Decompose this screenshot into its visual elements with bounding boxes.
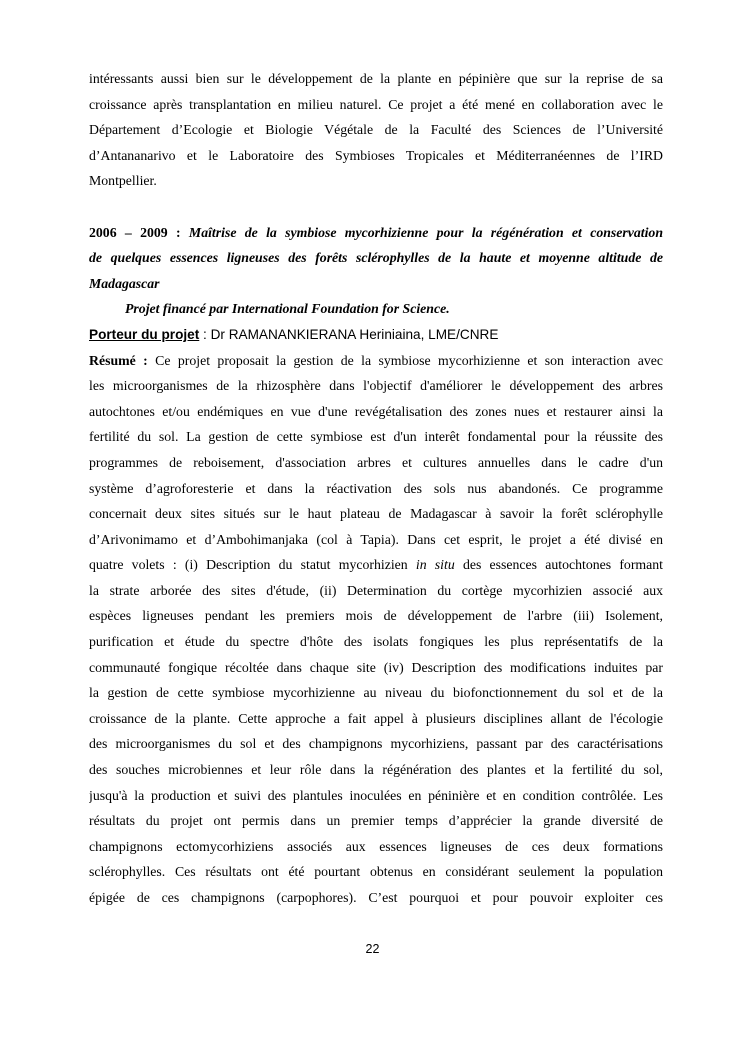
document-page bbox=[89, 66, 663, 911]
resume-line: purification et étude du spectre d'hôte des isolats fongiques les plus représentatifs de la bbox=[89, 634, 663, 650]
resume-line: la strate arborée des sites d'étude, (ii) Determination du cortège mycorhizien associé aux bbox=[89, 582, 663, 598]
intro-line: intéressants aussi bien sur le développement de la plante en pépinière que sur la reprise de sa bbox=[89, 71, 663, 86]
intro-line: d’Antananarivo et le Laboratoire des Symbioses Tropicales et Méditerranéennes de l’IRD bbox=[89, 147, 663, 163]
resume-line bbox=[89, 552, 663, 578]
resume-line: résultats du projet ont permis dans un premier temps d’apprécier la grande diversité de bbox=[89, 813, 663, 829]
intro-line: Département d’Ecologie et Biologie Végétale de la Faculté des Sciences de l’Université bbox=[89, 122, 663, 138]
project-title-line-3: Madagascar bbox=[89, 275, 160, 291]
project-title-part: Maîtrise de la symbiose mycorhizienne pour la régénération et conservation bbox=[188, 224, 663, 240]
resume-line: concernait deux sites situés sur le haut plateau de Madagascar à savoir la forêt sclérophylle bbox=[89, 506, 663, 522]
resume-line: des microorganismes du sol et des champignons mycorhiziens, passant par des caractérisations bbox=[89, 736, 663, 752]
intro-line: croissance après transplantation en milieu naturel. Ce projet a été mené en collaboration avec le bbox=[89, 96, 663, 112]
porteur-line bbox=[89, 322, 663, 348]
porteur-value: : Dr RAMANANKIERANA Heriniaina, LME/CNRE bbox=[199, 326, 499, 342]
resume-line: autochtones et/ou endémiques en vue d'une revégétalisation des zones nues et restaurer ainsi la bbox=[89, 403, 663, 419]
porteur-label: Porteur du projet bbox=[89, 326, 200, 342]
intro-paragraph bbox=[89, 66, 663, 194]
resume-line bbox=[89, 348, 663, 374]
project-title-line-1 bbox=[89, 220, 663, 246]
resume-line: communauté fongique récoltée dans chaque site (iv) Description des modifications induites par bbox=[89, 659, 663, 675]
resume-paragraph bbox=[89, 348, 663, 911]
resume-line: sclérophylles. Ces résultats ont été pourtant obtenus en considérant seulement la population bbox=[89, 864, 663, 880]
resume-line: épigée de ces champignons (carpophores). C’est pourquoi et pour pouvoir exploiter ces bbox=[89, 890, 663, 905]
intro-line: Montpellier. bbox=[89, 173, 157, 189]
project-funding: Projet financé par International Foundation for Science. bbox=[125, 301, 450, 317]
resume-text: Ce projet proposait la gestion de la symbiose mycorhizienne et son interaction avec bbox=[147, 352, 663, 368]
paragraph-gap bbox=[89, 194, 663, 220]
resume-line: fertilité du sol. La gestion de cette symbiose est d'un interêt fondamental pour la réussite des bbox=[89, 429, 663, 445]
resume-line: espèces ligneuses pendant les premiers mois de développement de l'arbre (iii) Isolement, bbox=[89, 608, 663, 624]
porteur-row bbox=[89, 322, 663, 348]
resume-line: système d’agroforesterie et dans la réactivation des sols nus abandonés. Ce programme bbox=[89, 480, 663, 496]
resume-line: des souches microbiennes et leur rôle dans la régénération des plantes et la fertilité du sol, bbox=[89, 762, 663, 778]
resume-text: quatre volets : (i) Description du statut mycorhizien bbox=[89, 557, 416, 573]
resume-line: croissance de la plante. Cette approche a fait appel à plusieurs disciplines allant de l'écologie bbox=[89, 710, 663, 726]
resume-line: d’Arivonimamo et d’Ambohimanjaka (col à Tapia). Dans cet esprit, le projet a été divisé en bbox=[89, 531, 663, 547]
resume-label: Résumé : bbox=[89, 352, 148, 368]
resume-line: la gestion de cette symbiose mycorhizienne au niveau du biofonctionnement du sol et de la bbox=[89, 685, 663, 701]
resume-line: programmes de reboisement, d'association arbres et cultures annuelles dans le cadre d'un bbox=[89, 454, 663, 470]
page-number: 22 bbox=[365, 942, 380, 956]
resume-line: les microorganismes de la rhizosphère dans l'objectif d'améliorer le développement des arbres bbox=[89, 378, 663, 394]
project-title-line-2: de quelques essences ligneuses des forêts sclérophylles de la haute et moyenne altitude de bbox=[89, 250, 663, 266]
project-heading bbox=[89, 220, 663, 322]
resume-line: champignons ectomycorhiziens associés aux essences ligneuses de ces deux formations bbox=[89, 838, 663, 854]
in-situ-term: in situ bbox=[415, 557, 455, 573]
resume-text: des essences autochtones formant bbox=[454, 557, 663, 573]
project-years: 2006 – 2009 : bbox=[89, 224, 181, 240]
resume-line: jusqu'à la production et suivi des plantules inoculées en péninière et en condition contrôlée. Les bbox=[89, 787, 663, 803]
